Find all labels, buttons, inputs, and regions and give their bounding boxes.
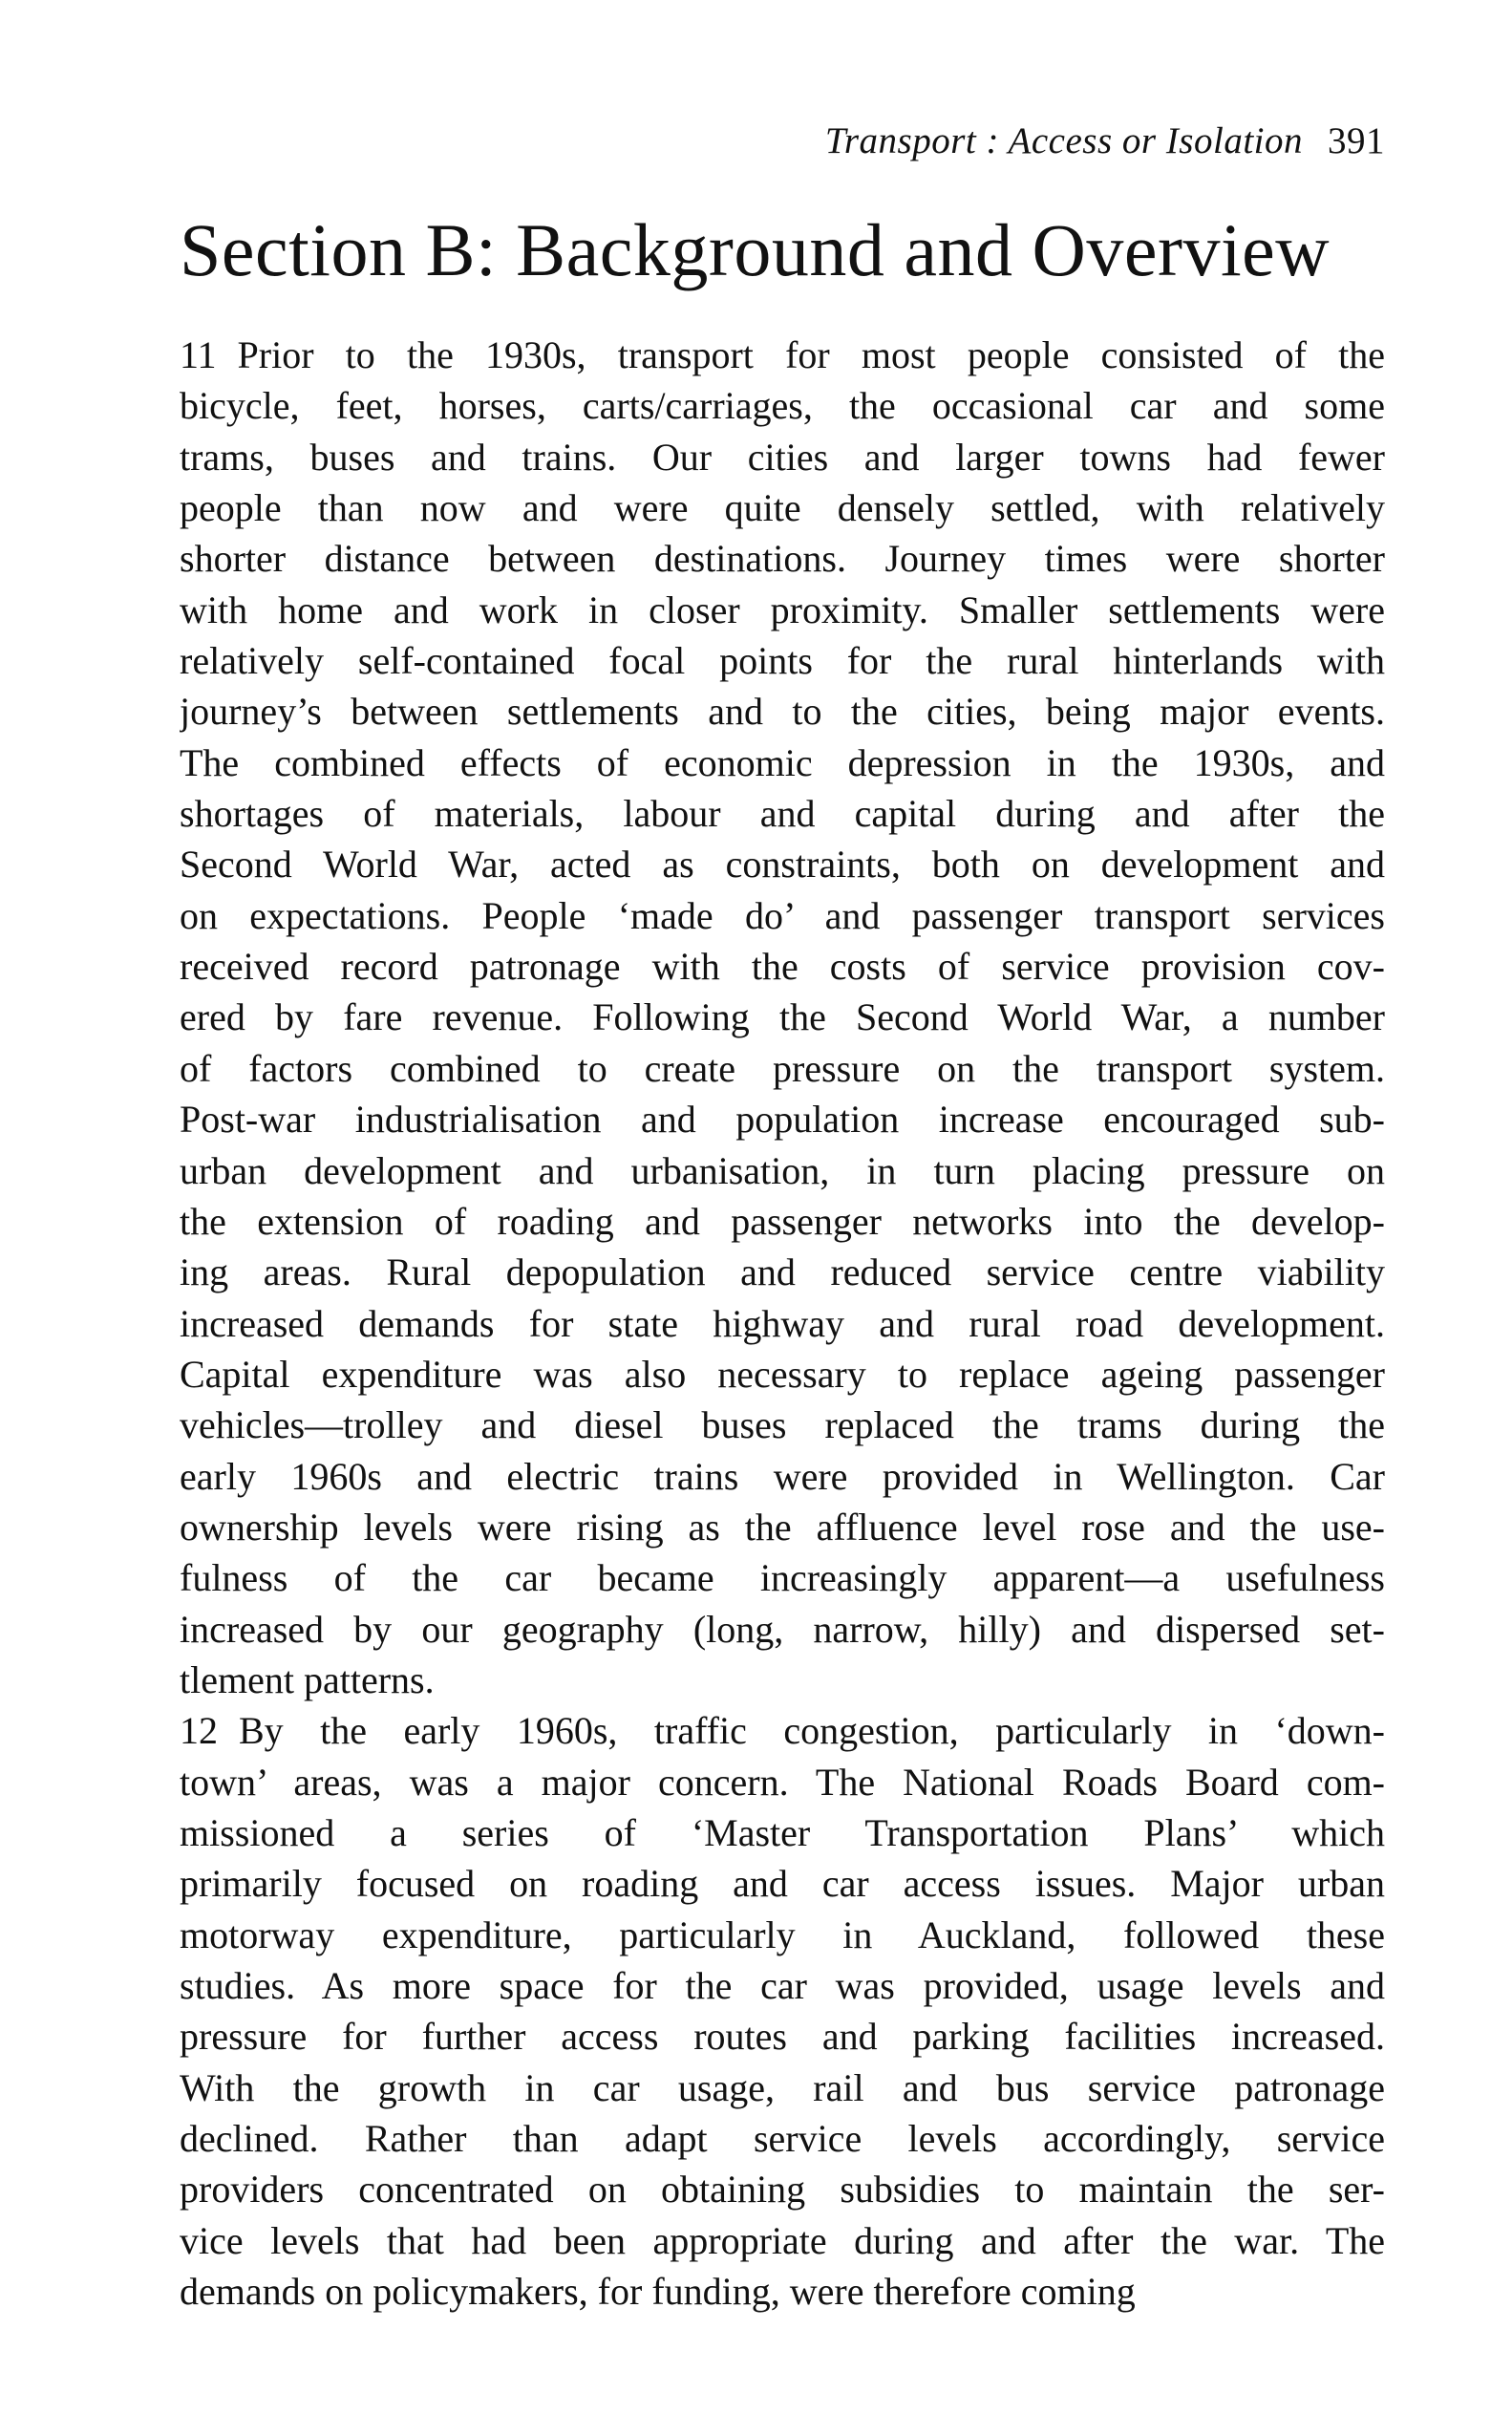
paragraph-line: [180, 1552, 1385, 1603]
paragraph-line: [180, 1858, 1385, 1909]
line-text: declined. Rather than adapt service levels accordingly, service: [180, 2117, 1385, 2161]
paragraph-line: [180, 1094, 1385, 1144]
line-text: vehicles—trolley and diesel buses replaced the trams during the: [180, 1403, 1385, 1447]
paragraph-line: [180, 1400, 1385, 1450]
paragraph-number: 11: [180, 333, 217, 376]
line-text: people than now and were quite densely settled, with relatively: [180, 486, 1385, 530]
paragraph-line: [180, 2215, 1385, 2266]
line-text: increased by our geography (long, narrow, hilly) and dispersed set-: [180, 1607, 1385, 1651]
line-text: ownership levels were rising as the affluence level rose and the use-: [180, 1505, 1385, 1549]
paragraph-line: [180, 1349, 1385, 1400]
paragraph-line: [180, 1298, 1385, 1349]
paragraph-line: [180, 432, 1385, 482]
paragraph-line: [180, 2062, 1385, 2113]
line-text: studies. As more space for the car was provided, usage levels and: [180, 1964, 1385, 2007]
line-text: tlement patterns.: [180, 1657, 435, 1701]
line-text: Capital expenditure was also necessary to replace ageing passenger: [180, 1352, 1385, 1396]
paragraph-line: [180, 1451, 1385, 1502]
paragraph-line: [180, 1502, 1385, 1552]
paragraph-line: [180, 533, 1385, 584]
line-text: the extension of roading and passenger networks into the develop-: [180, 1199, 1385, 1243]
paragraph-line: [180, 839, 1385, 889]
paragraph-line: [180, 890, 1385, 941]
paragraph-line: [180, 1910, 1385, 1960]
paragraph-line: [180, 1043, 1385, 1094]
line-text: The combined effects of economic depression in the 1930s, and: [180, 740, 1385, 784]
line-text: demands on policymakers, for funding, were therefore coming: [180, 2270, 1136, 2314]
line-text: shortages of materials, labour and capital during and after the: [180, 792, 1385, 836]
paragraph-11: [180, 330, 1385, 1705]
line-text: of factors combined to create pressure on the transport system.: [180, 1046, 1385, 1090]
line-text: trams, buses and trains. Our cities and larger towns had fewer: [180, 435, 1385, 479]
paragraph-line: [180, 992, 1385, 1042]
running-head: [180, 113, 1385, 170]
paragraph-line: [180, 2164, 1385, 2214]
paragraph-line: [180, 2266, 1385, 2317]
paragraph-line: [180, 1807, 1385, 1858]
paragraph-number: 12: [180, 1709, 218, 1753]
line-text: primarily focused on roading and car access issues. Major urban: [180, 1862, 1385, 1906]
line-text: relatively self-contained focal points for the rural hinterlands with: [180, 639, 1385, 683]
line-text: Second World War, acted as constraints, both on development and: [180, 843, 1385, 887]
paragraph-line: [180, 1960, 1385, 2011]
paragraph-line: [180, 737, 1385, 788]
line-text: urban development and urbanisation, in turn placing pressure on: [180, 1148, 1385, 1192]
paragraph-line: [180, 1655, 1385, 1705]
line-text: Prior to the 1930s, transport for most people consisted of the: [237, 333, 1385, 376]
paragraph-line: [180, 1705, 1385, 1756]
page-number: 391: [1328, 120, 1385, 161]
paragraph-12: [180, 1705, 1385, 2317]
line-text: journey’s between settlements and to the cities, being major events.: [180, 690, 1385, 734]
paragraph-line: [180, 585, 1385, 635]
line-text: By the early 1960s, traffic congestion, particularly in ‘down-: [239, 1709, 1385, 1753]
line-text: Post-war industrialisation and population increase encouraged sub-: [180, 1098, 1385, 1142]
paragraph-line: [180, 330, 1385, 380]
paragraph-line: [180, 788, 1385, 839]
body-text: [180, 330, 1385, 2317]
paragraph-line: [180, 1604, 1385, 1655]
line-text: ing areas. Rural depopulation and reduced service centre viability: [180, 1250, 1385, 1294]
paragraph-line: [180, 482, 1385, 533]
paragraph-line: [180, 1247, 1385, 1297]
line-text: increased demands for state highway and rural road development.: [180, 1301, 1385, 1345]
paragraph-line: [180, 1145, 1385, 1196]
line-text: fulness of the car became increasingly apparent—a usefulness: [180, 1556, 1385, 1600]
section-title: Section B: Background and Overview: [180, 208, 1331, 291]
running-head-title: Transport : Access or Isolation: [824, 120, 1303, 161]
line-text: providers concentrated on obtaining subsidies to maintain the ser-: [180, 2168, 1385, 2212]
line-text: bicycle, feet, horses, carts/carriages, the occasional car and some: [180, 384, 1385, 428]
line-text: received record patronage with the costs of service provision cov-: [180, 945, 1385, 989]
paragraph-line: [180, 2113, 1385, 2164]
line-text: motorway expenditure, particularly in Auckland, followed these: [180, 1913, 1385, 1956]
line-text: shorter distance between destinations. Journey times were shorter: [180, 537, 1385, 581]
line-text: town’ areas, was a major concern. The National Roads Board com-: [180, 1760, 1385, 1804]
line-text: early 1960s and electric trains were provided in Wellington. Car: [180, 1454, 1385, 1498]
line-text: With the growth in car usage, rail and bus service patronage: [180, 2065, 1385, 2109]
paragraph-line: [180, 1196, 1385, 1247]
paragraph-line: [180, 635, 1385, 686]
paragraph-line: [180, 2011, 1385, 2062]
paragraph-line: [180, 380, 1385, 431]
paragraph-line: [180, 941, 1385, 992]
paragraph-line: [180, 1757, 1385, 1807]
paragraph-line: [180, 686, 1385, 737]
line-text: with home and work in closer proximity. Smaller settlements were: [180, 588, 1385, 631]
line-text: missioned a series of ‘Master Transportation Plans’ which: [180, 1810, 1385, 1854]
line-text: on expectations. People ‘made do’ and passenger transport services: [180, 893, 1385, 937]
line-text: pressure for further access routes and parking facilities increased.: [180, 2015, 1385, 2059]
line-text: vice levels that had been appropriate during and after the war. The: [180, 2218, 1385, 2262]
line-text: ered by fare revenue. Following the Second World War, a number: [180, 995, 1385, 1039]
